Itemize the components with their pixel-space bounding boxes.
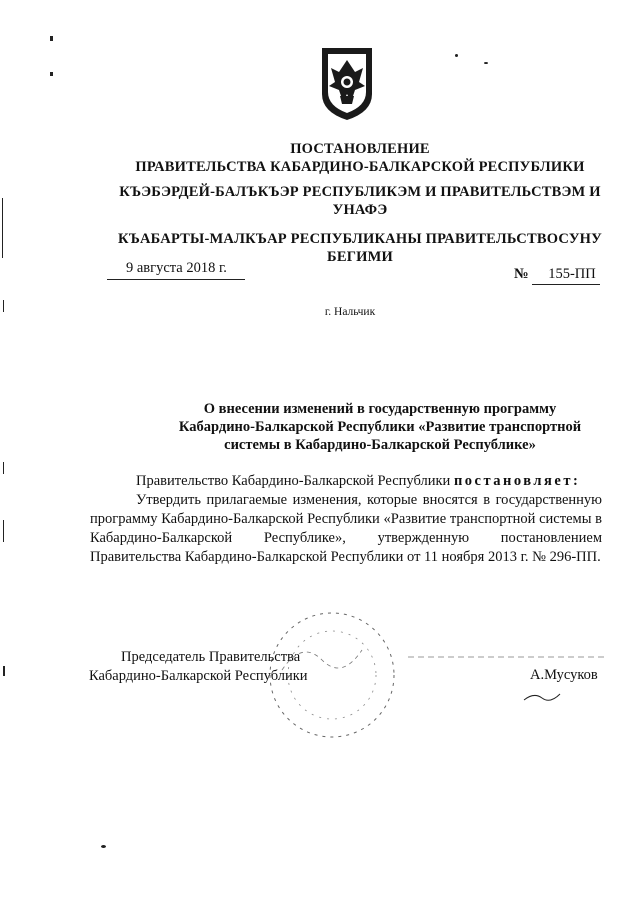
scan-mark: [3, 666, 5, 676]
title-line-2: ПРАВИТЕЛЬСТВА КАБАРДИНО-БАЛКАРСКОЙ РЕСПУБЛИКИ: [135, 159, 585, 175]
kabardian-line-2: УНАФЭ: [332, 202, 388, 218]
subject-line-3: системы в Кабардино-Балкарской Республике»: [224, 437, 536, 453]
scan-mark: [455, 54, 458, 57]
signer-position-line-2: Кабардино-Балкарской Республики: [89, 668, 308, 684]
subject-line-1: О внесении изменений в государственную программу: [203, 401, 557, 417]
scan-artifact-line: [408, 654, 606, 660]
decree-title: [90, 140, 630, 176]
kabardian-title: [90, 183, 630, 219]
scan-mark: [3, 462, 4, 474]
body-paragraph-1: [90, 472, 602, 491]
kabardian-line-1: КЪЭБЭРДЕЙ-БАЛЪКЪЭР РЕСПУБЛИКЭМ И ПРАВИТЕЛЬСТВЭМ И: [119, 184, 601, 200]
scan-mark: [50, 72, 53, 76]
balkar-line-1: КЪАБАРТЫ-МАЛКЪАР РЕСПУБЛИКАНЫ ПРАВИТЕЛЬСТВОСУНУ: [118, 231, 602, 247]
city-label: г. Нальчик: [324, 306, 376, 318]
handwritten-signature-icon: [520, 686, 570, 706]
subject-line-2: Кабардино-Балкарской Республики «Развитие транспортной: [178, 419, 582, 435]
scan-mark: [2, 198, 3, 258]
decree-date: 9 августа 2018 г.: [126, 260, 227, 276]
scan-mark: [50, 36, 53, 41]
coat-of-arms-icon: [318, 42, 376, 122]
number-label: №: [514, 266, 529, 282]
scan-mark: [484, 62, 488, 64]
title-line-1: ПОСТАНОВЛЕНИЕ: [290, 141, 430, 157]
signer-position-line-1: Председатель Правительства: [121, 649, 301, 665]
body-p1-verb: постановляет:: [453, 473, 581, 489]
decree-number: [514, 266, 596, 283]
balkar-line-2: БЕГИМИ: [327, 249, 393, 265]
signer-position: [89, 648, 308, 686]
scan-mark: [3, 520, 4, 542]
number-value: 155-ПП: [548, 266, 596, 282]
date-underline: [107, 279, 245, 280]
decree-body: [90, 472, 602, 567]
signer-name: А.Мусуков: [530, 667, 598, 683]
body-p1-text: Правительство Кабардино-Балкарской Республики: [136, 473, 451, 489]
number-underline: [532, 284, 600, 285]
decree-subject: [160, 400, 600, 454]
body-paragraph-2: Утвердить прилагаемые изменения, которые вносятся в государственную программу Кабардино-Балкарской Республики «Развитие транспортной системы в Кабардино-Балкарской Республике», утвержденную постановлением Правительства Кабардино-Балкарской Республики от 11 ноября 2013 г. № 296-ПП.: [90, 492, 602, 565]
scan-mark: [101, 845, 106, 848]
